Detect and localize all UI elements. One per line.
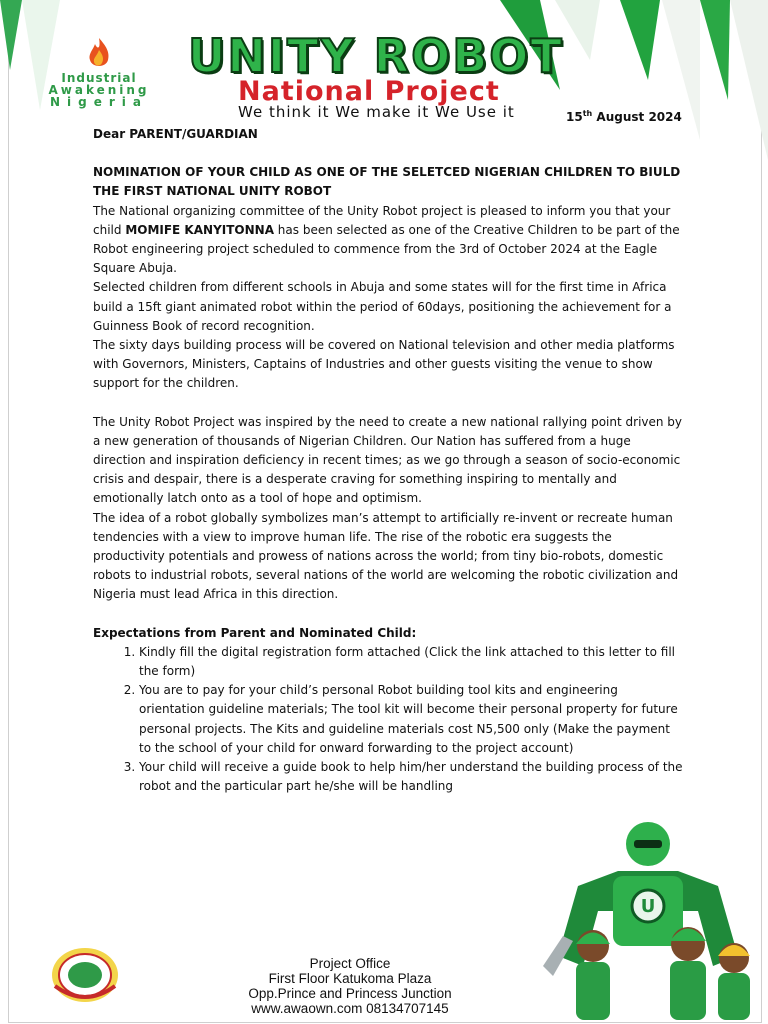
child-name: MOMIFE KANYITONNA — [125, 222, 274, 237]
flame-logo-icon — [84, 36, 114, 72]
letter-body — [93, 125, 683, 797]
footer-line: Project Office — [309, 956, 391, 971]
letter-subject: NOMINATION OF YOUR CHILD AS ONE OF THE SELETCED NIGERIAN CHILDREN TO BIULD THE FIRST NATIONAL UNITY ROBOT — [93, 165, 681, 199]
footer-address — [220, 956, 480, 1016]
seal-emblem-icon — [50, 946, 120, 1004]
paragraph-2: Selected children from different schools in Abuja and some states will for the first time in Africa build a 15ft giant animated robot within the period of 60days, positioning the achievement for a Guinness Book of record recognition. — [93, 280, 672, 333]
project-title: UNITY ROBOT — [188, 29, 564, 83]
organisation-logo — [44, 36, 154, 108]
expectations-heading: Expectations from Parent and Nominated Child: — [93, 625, 417, 640]
paragraph-1: The National organizing committee of the Unity Robot project is pleased to inform you that your child MOMIFE KANYITONNA has been selected as one of the Creative Children to be part of the Robot engineering project scheduled to commence from the 3rd of October 2024 at the Eagle Square Abuja. — [93, 203, 680, 276]
list-item: 2. You are to pay for your child’s personal Robot building tool kits and engineering orientation guideline materials; The tool kit will become their personal property for future personal projects. The Kits and guideline materials cost N5,500 only (Make the payment to the school of your child for onward forwarding to the project account) — [139, 681, 683, 758]
paragraph-5: The idea of a robot globally symbolizes man’s attempt to artificially re-invent or recreate human tendencies with a view to improve human life. The rise of the robotic era suggests the productivity potentials and prowess of nations across the world; from tiny bio-robots, domestic robots to industrial robots, several nations of the world are welcoming the robotic civilization and Nigeria must lead Africa in this direction. — [93, 510, 679, 602]
expectations-list — [93, 643, 683, 797]
footer-line: www.awaown.com 08134707145 — [251, 1001, 449, 1016]
project-tagline: We think it We make it We Use it — [238, 103, 515, 121]
logo-text-line-2: Awakening — [48, 83, 150, 97]
robot-children-illustration — [538, 816, 758, 1020]
paragraph-4: The Unity Robot Project was inspired by the need to create a new national rallying point driven by a new generation of thousands of Nigerian Children. Our Nation has suffered from a huge direction and inspiration deficiency in recent times; as we go through a season of socio-economic crisis and despair, there is a desperate craving for something inspiring to mentally and emotionally latch onto as a tool of hope and optimism. — [93, 414, 683, 506]
letter-date: 15th August 2024 — [566, 109, 682, 124]
paragraph-3: The sixty days building process will be covered on National television and other media platforms with Governors, Ministers, Captains of Industries and other guests visiting the venue to show support for the children. — [93, 338, 675, 391]
logo-text-line-1: Industrial — [61, 71, 137, 85]
logo-text-line-3: Nigeria — [49, 95, 148, 109]
project-subtitle: National Project — [238, 76, 500, 107]
footer-line: First Floor Katukoma Plaza — [268, 971, 432, 986]
salutation: Dear PARENT/GUARDIAN — [93, 127, 258, 141]
svg-text:U: U — [640, 896, 656, 917]
list-item: 1. Kindly fill the digital registration form attached (Click the link attached to this letter to fill the form) — [139, 643, 683, 681]
footer-line: Opp.Prince and Princess Junction — [248, 986, 452, 1001]
list-item: 3. Your child will receive a guide book to help him/her understand the building process of the robot and the particular part he/she will be handling — [139, 758, 683, 796]
